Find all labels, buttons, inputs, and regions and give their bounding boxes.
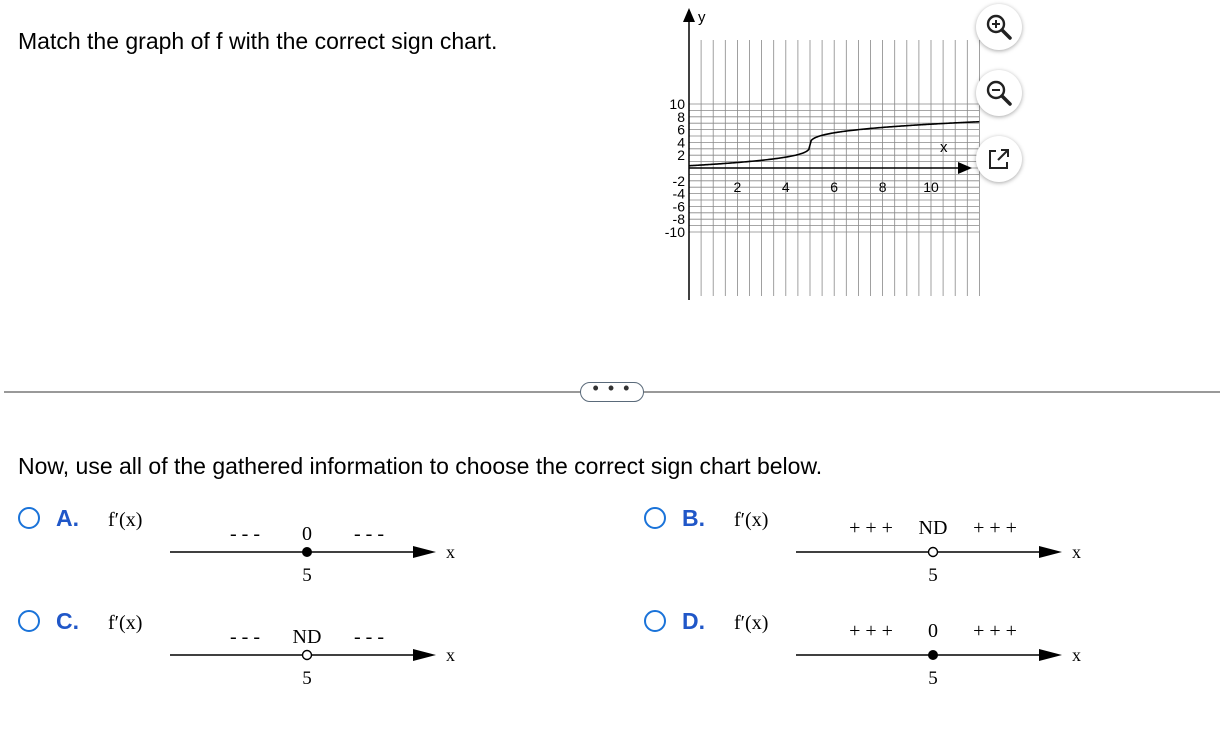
y-tick-label: 2 [677, 147, 685, 164]
sign-right: + + + [973, 517, 1017, 539]
y-tick-label: -10 [664, 224, 685, 240]
sign-right: - - - [354, 523, 384, 545]
critical-value: 5 [928, 668, 938, 689]
popout-button[interactable] [976, 136, 1022, 182]
number-line-arrow-icon [413, 649, 436, 661]
function-label: f′(x) [734, 612, 769, 634]
choice-d[interactable] [644, 607, 1204, 697]
x-tick-label: 4 [781, 179, 790, 195]
axis-variable: x [446, 645, 455, 665]
y-tick-label: 6 [677, 121, 685, 138]
critical-value: 5 [302, 565, 312, 586]
y-tick-label: -4 [672, 185, 685, 202]
x-tick-label: 8 [878, 179, 887, 195]
sign-left: - - - [230, 626, 260, 648]
zoom-out-button[interactable] [976, 70, 1022, 116]
choice-a[interactable] [18, 504, 578, 594]
x-axis-arrow-icon [958, 162, 972, 174]
axis-variable: x [1072, 542, 1081, 562]
critical-label: 0 [302, 523, 312, 545]
function-graph [640, 0, 980, 310]
choice-letter: B. [682, 505, 705, 531]
y-tick-label: -6 [672, 198, 685, 215]
y-tick-label: 4 [677, 134, 685, 151]
y-tick-labels [665, 96, 685, 240]
radio-button[interactable] [18, 610, 40, 632]
number-line-arrow-icon [413, 546, 436, 558]
radio-button[interactable] [18, 507, 40, 529]
sign-left: + + + [849, 620, 893, 642]
x-tick-label: 2 [733, 179, 742, 195]
sign-left: + + + [849, 517, 893, 539]
critical-point-open [303, 651, 312, 660]
y-tick-label: -8 [672, 211, 685, 228]
y-tick-label: 10 [669, 96, 685, 112]
graph-axes [683, 8, 972, 300]
sign-chart [734, 504, 1174, 594]
function-label: f′(x) [108, 509, 143, 531]
radio-button[interactable] [644, 610, 666, 632]
critical-point-filled [928, 650, 938, 660]
critical-label: ND [292, 626, 322, 648]
sign-chart [734, 607, 1174, 697]
critical-point-filled [302, 547, 312, 557]
choice-c[interactable] [18, 607, 578, 697]
question-text: Match the graph of f with the correct sign chart. [18, 28, 498, 54]
critical-label: 0 [928, 620, 938, 642]
x-tick-label: 10 [923, 179, 939, 195]
number-line-arrow-icon [1039, 546, 1062, 558]
x-axis-label: x [940, 139, 948, 156]
sign-right: + + + [973, 620, 1017, 642]
critical-point-open [929, 548, 938, 557]
x-tick-label: 6 [830, 179, 839, 195]
axis-variable: x [1072, 645, 1081, 665]
choice-letter: A. [56, 505, 79, 531]
sign-chart [108, 504, 548, 594]
choice-letter: D. [682, 608, 705, 634]
sign-right: - - - [354, 626, 384, 648]
show-more-button[interactable]: • • • [580, 382, 644, 402]
y-axis-label: y [698, 9, 706, 26]
y-tick-label: 8 [677, 108, 685, 125]
number-line-arrow-icon [1039, 649, 1062, 661]
radio-button[interactable] [644, 507, 666, 529]
choice-letter: C. [56, 608, 79, 634]
critical-label: ND [918, 517, 948, 539]
external-link-icon [984, 144, 1014, 174]
axis-variable: x [446, 542, 455, 562]
y-tick-label: -2 [672, 172, 685, 189]
zoom-in-icon [984, 12, 1014, 42]
instruction-text: Now, use all of the gathered information to choose the correct sign chart below. [18, 453, 823, 479]
function-label: f′(x) [734, 509, 769, 531]
zoom-out-icon [984, 78, 1014, 108]
choice-b[interactable] [644, 504, 1204, 594]
critical-value: 5 [302, 668, 312, 689]
critical-value: 5 [928, 565, 938, 586]
zoom-in-button[interactable] [976, 4, 1022, 50]
y-axis-arrow-icon [683, 8, 695, 22]
sign-chart [108, 607, 548, 697]
function-label: f′(x) [108, 612, 143, 634]
sign-left: - - - [230, 523, 260, 545]
